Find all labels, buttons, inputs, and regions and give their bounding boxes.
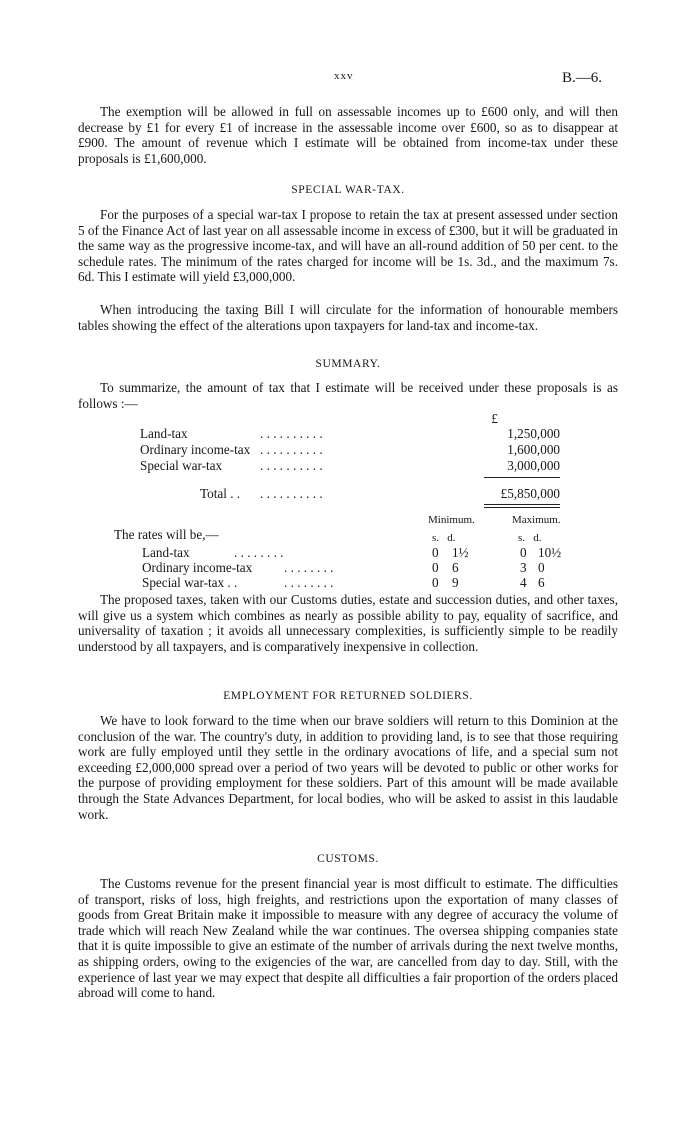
summary-row-label: Special war-tax: [140, 458, 223, 473]
max-pence: 10½: [538, 545, 562, 560]
paragraph-customs: The Customs revenue for the present financial year is most difficult to estimate. The difficulties of transport, risks of loss, high freights, and restrictions upon the exportation of many classes of goods from Great Britain make it impossible to measure with any degree of accuracy the volume of trade which will reach New Zealand while the war continues. The oversea shipping companies state that it is quite impossible to give an estimate of the number of arrivals during the next twelve months, as shipping orders, owing to the exigencies of the war, are cancelled from day to day. Still, with the experience of last year we may expect that despite all difficulties a fair proportion of the orders placed abroad will come to hand.: [78, 876, 618, 1001]
rates-row-label: Special war-tax . .: [142, 575, 238, 590]
paragraph-summary-after: The proposed taxes, taken with our Customs duties, estate and succession duties, and other taxes, will give us a system which combines as nearly as possible ability to pay, equality of sacrifice, and universality of taxation ; it avoids all unnecessary complexities, is sufficiently simple to be readily understood by all taxpayers, and is comparatively inexpensive in collection.: [78, 592, 618, 654]
max-pence: 0: [538, 560, 545, 575]
heading-customs: CUSTOMS.: [317, 853, 379, 865]
paragraph-soldiers: We have to look forward to the time when our brave soldiers will return to this Dominion at the conclusion of the war. The country's duty, in addition to providing land, is to see that those requiring work are fully employed until they settle in the ordinary avocations of life, and a special sum not exceeding £2,000,000 spread over a period of two years will be devoted to public or other works for the purpose of providing employment for these soldiers. Part of this amount will be made available through the State Advances Department, for local bodies, who will be asked to assist in this laudable work.: [78, 713, 618, 822]
heading-special-war-tax: SPECIAL WAR-TAX.: [291, 184, 405, 196]
summary-row-amount: 1,600,000: [507, 442, 560, 457]
summary-row: [140, 442, 560, 458]
document-reference: B.—6.: [562, 70, 603, 86]
max-shillings: 4: [520, 575, 527, 590]
min-pence: 9: [452, 575, 459, 590]
min-pence: 1½: [452, 545, 469, 560]
currency-label: £: [491, 411, 498, 426]
max-sd-header: s. d.: [518, 532, 542, 544]
paragraph-exemption: The exemption will be allowed in full on assessable incomes up to £600 only, and will then decrease by £1 for every £1 of increase in the assessable income over £600, so as to disappear at £900. The amount of revenue which I estimate will be obtained from income-tax under these proposals is £1,600,000.: [78, 104, 618, 166]
summary-row-amount: 3,000,000: [507, 458, 560, 473]
summary-row-label: Land-tax: [140, 426, 188, 441]
min-shillings: 0: [432, 545, 439, 560]
heading-returned-soldiers: EMPLOYMENT FOR RETURNED SOLDIERS.: [223, 690, 473, 702]
rates-row-label: Ordinary income-tax: [142, 560, 253, 575]
page-header: [0, 70, 700, 88]
paragraph-war-tax-1: For the purposes of a special war-tax I propose to retain the tax at present assessed under section 5 of the Finance Act of last year on all assessable income in excess of £300, but it will be graduated in the same way as the progressive income-tax, and will have an all-round addition of 50 per cent. to the schedule rates. The minimum of the rates charged for income will be 1s. 3d., and the maximum 7s. 6d. This I estimate will yield £3,000,000.: [78, 207, 618, 285]
summary-currency-row: [140, 411, 560, 427]
summary-total-row: [140, 486, 560, 502]
leader-dots: . . . . . . . . . .: [260, 486, 323, 501]
rates-row: [114, 575, 584, 591]
min-sd-header: s. d.: [432, 532, 456, 544]
rates-row-label: Land-tax: [142, 545, 190, 560]
leader-dots: . . . . . . . . . .: [260, 442, 323, 457]
total-rule-1: [484, 504, 560, 505]
rates-row: [114, 560, 584, 576]
rates-intro: The rates will be,—: [114, 527, 219, 542]
paragraph-war-tax-2: When introducing the taxing Bill I will circulate for the information of honourable members tables showing the effect of the alterations upon taxpayers for land-tax and income-tax.: [78, 302, 618, 333]
summary-row-amount: 1,250,000: [507, 426, 560, 441]
max-header: Maximum.: [512, 514, 561, 526]
summary-row: [140, 458, 560, 474]
leader-dots: . . . . . . . .: [284, 575, 334, 590]
leader-dots: . . . . . . . .: [284, 560, 334, 575]
total-amount: £5,850,000: [500, 486, 560, 501]
max-shillings: 3: [520, 560, 527, 575]
total-rule-2: [484, 507, 560, 508]
min-header: Minimum.: [428, 514, 475, 526]
min-shillings: 0: [432, 560, 439, 575]
summary-row: [140, 426, 560, 442]
min-shillings: 0: [432, 575, 439, 590]
summary-row-label: Ordinary income-tax: [140, 442, 251, 457]
heading-summary: SUMMARY.: [315, 358, 381, 370]
min-pence: 6: [452, 560, 459, 575]
total-label: Total . .: [200, 486, 241, 501]
leader-dots: . . . . . . . .: [234, 545, 284, 560]
subtotal-rule: [484, 477, 560, 478]
max-shillings: 0: [520, 545, 527, 560]
rates-row: [114, 545, 584, 561]
leader-dots: . . . . . . . . . .: [260, 458, 323, 473]
max-pence: 6: [538, 575, 545, 590]
paragraph-summary-intro: To summarize, the amount of tax that I estimate will be received under these proposals is as follows :—: [78, 380, 618, 411]
page-number: xxv: [334, 70, 354, 82]
leader-dots: . . . . . . . . . .: [260, 426, 323, 441]
